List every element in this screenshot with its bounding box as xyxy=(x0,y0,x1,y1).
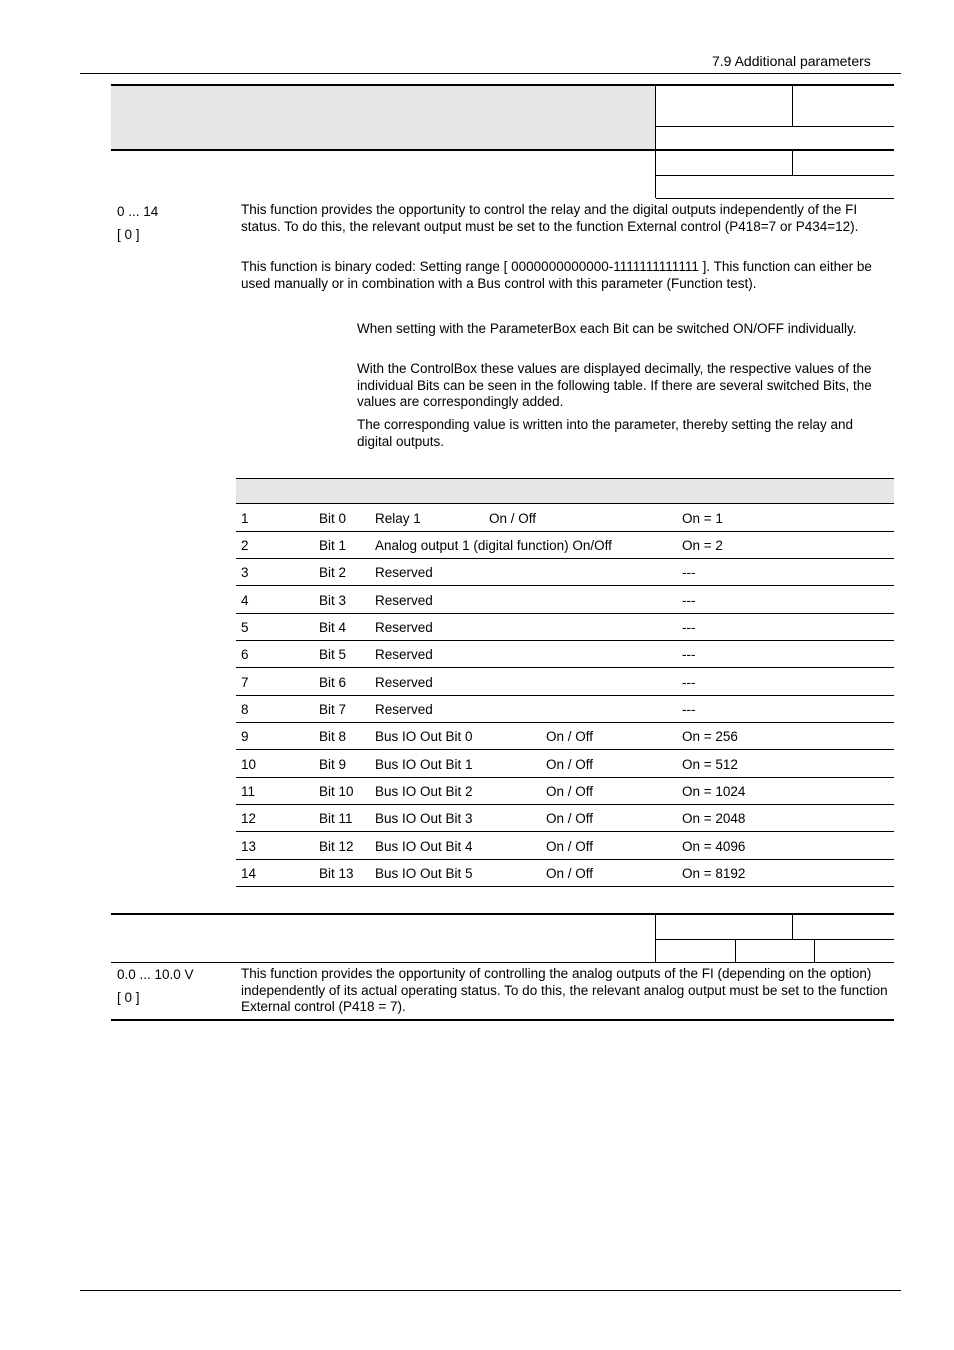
param1-description-1: This function provides the opportunity to control the relay and the digital outputs independently of the FI status. To do this, the relevant output must be set to the function External control (P418=7 or P434=12). xyxy=(241,202,859,234)
row-function: Relay 1 xyxy=(375,511,421,526)
row-value: --- xyxy=(682,620,696,635)
param2-range: 0.0 ... 10.0 V xyxy=(117,967,194,982)
row-value: On = 256 xyxy=(682,729,738,744)
section-header: 7.9 Additional parameters xyxy=(712,53,871,69)
param2-description: This function provides the opportunity of controlling the analog outputs of the FI (depending on the option) independently of its actual operating status. To do this, the relevant analog output must be set to the function External control (P418 = 7). xyxy=(241,966,888,1015)
row-bit: Bit 5 xyxy=(319,647,347,662)
row-number: 2 xyxy=(241,538,249,553)
row-bit: Bit 6 xyxy=(319,675,347,690)
row-number: 4 xyxy=(241,593,249,608)
row-number: 5 xyxy=(241,620,249,635)
row-divider xyxy=(236,667,894,668)
row-divider xyxy=(236,613,894,614)
param1-description-2: This function is binary coded: Setting range [ 0000000000000-1111111111111 ]. This function can either be used manually or in combination with a Bus control with this parameter (Function test). xyxy=(241,259,872,291)
row-state: On / Off xyxy=(546,729,594,744)
row-value: On = 2 xyxy=(682,538,723,553)
row-divider xyxy=(236,585,894,586)
param1-default: [ 0 ] xyxy=(117,227,140,242)
row-bit: Bit 2 xyxy=(319,565,347,580)
row-function: Bus IO Out Bit 4 xyxy=(375,839,473,854)
row-bit: Bit 4 xyxy=(319,620,347,635)
row-divider xyxy=(236,749,894,750)
param1-note-controlbox: With the ControlBox these values are displayed decimally, the respective values of the individual Bits can be seen in the following table. If there are several switched Bits, the values are correspondingly added. xyxy=(357,361,872,410)
row-number: 11 xyxy=(241,784,256,799)
row-bit: Bit 11 xyxy=(319,811,353,826)
row-divider xyxy=(236,640,894,641)
row-function: Reserved xyxy=(375,593,433,608)
row-state: On / Off xyxy=(546,866,594,881)
param1-note-value: The corresponding value is written into the parameter, thereby setting the relay and digital outputs. xyxy=(357,417,854,449)
row-state: On / Off xyxy=(489,511,537,526)
row-number: 14 xyxy=(241,866,257,881)
row-state: On / Off xyxy=(546,757,594,772)
row-function: Bus IO Out Bit 1 xyxy=(375,757,473,772)
row-divider xyxy=(236,558,894,559)
row-divider xyxy=(236,831,894,832)
row-value: --- xyxy=(682,565,696,580)
row-value: --- xyxy=(682,702,696,717)
row-state: On / Off xyxy=(546,811,594,826)
row-function: Reserved xyxy=(375,702,433,717)
row-function: Bus IO Out Bit 3 xyxy=(375,811,473,826)
row-bit: Bit 10 xyxy=(319,784,354,799)
row-value: On = 2048 xyxy=(682,811,746,826)
row-divider xyxy=(236,804,894,805)
row-bit: Bit 7 xyxy=(319,702,347,717)
param2-bottom-rule xyxy=(111,1019,894,1021)
row-value: On = 8192 xyxy=(682,866,746,881)
row-bit: Bit 12 xyxy=(319,839,354,854)
row-value: --- xyxy=(682,675,696,690)
row-value: On = 4096 xyxy=(682,839,746,854)
row-state: On / Off xyxy=(546,784,594,799)
bit-table-header xyxy=(236,478,894,503)
row-number: 13 xyxy=(241,839,257,854)
row-state: On / Off xyxy=(546,839,594,854)
row-bit: Bit 8 xyxy=(319,729,347,744)
row-function: Bus IO Out Bit 2 xyxy=(375,784,473,799)
param1-range: 0 ... 14 xyxy=(117,204,159,219)
row-bit: Bit 0 xyxy=(319,511,347,526)
row-number: 10 xyxy=(241,757,257,772)
row-divider xyxy=(236,531,894,532)
row-bit: Bit 3 xyxy=(319,593,347,608)
row-bit: Bit 9 xyxy=(319,757,347,772)
row-value: On = 1024 xyxy=(682,784,746,799)
row-divider xyxy=(236,859,894,860)
row-function: Analog output 1 (digital function) On/Off xyxy=(375,538,612,553)
row-number: 9 xyxy=(241,729,249,744)
row-divider xyxy=(236,777,894,778)
row-function: Reserved xyxy=(375,675,433,690)
row-function: Reserved xyxy=(375,620,433,635)
row-number: 12 xyxy=(241,811,257,826)
row-number: 3 xyxy=(241,565,249,580)
row-number: 8 xyxy=(241,702,249,717)
row-number: 7 xyxy=(241,675,249,690)
row-value: On = 512 xyxy=(682,757,738,772)
header-rule xyxy=(80,73,901,74)
row-function: Reserved xyxy=(375,565,433,580)
row-divider xyxy=(236,695,894,696)
row-function: Bus IO Out Bit 0 xyxy=(375,729,473,744)
row-value: --- xyxy=(682,593,696,608)
row-number: 6 xyxy=(241,647,249,662)
row-divider xyxy=(236,722,894,723)
row-value: On = 1 xyxy=(682,511,723,526)
footer-rule xyxy=(80,1290,901,1291)
param2-default: [ 0 ] xyxy=(117,990,140,1005)
row-number: 1 xyxy=(241,511,249,526)
row-divider xyxy=(236,886,894,887)
param1-note-parameterbox: When setting with the ParameterBox each Bit can be switched ON/OFF individually. xyxy=(357,321,857,336)
row-value: --- xyxy=(682,647,696,662)
row-bit: Bit 13 xyxy=(319,866,354,881)
row-function: Bus IO Out Bit 5 xyxy=(375,866,473,881)
row-function: Reserved xyxy=(375,647,433,662)
row-bit: Bit 1 xyxy=(319,538,347,553)
